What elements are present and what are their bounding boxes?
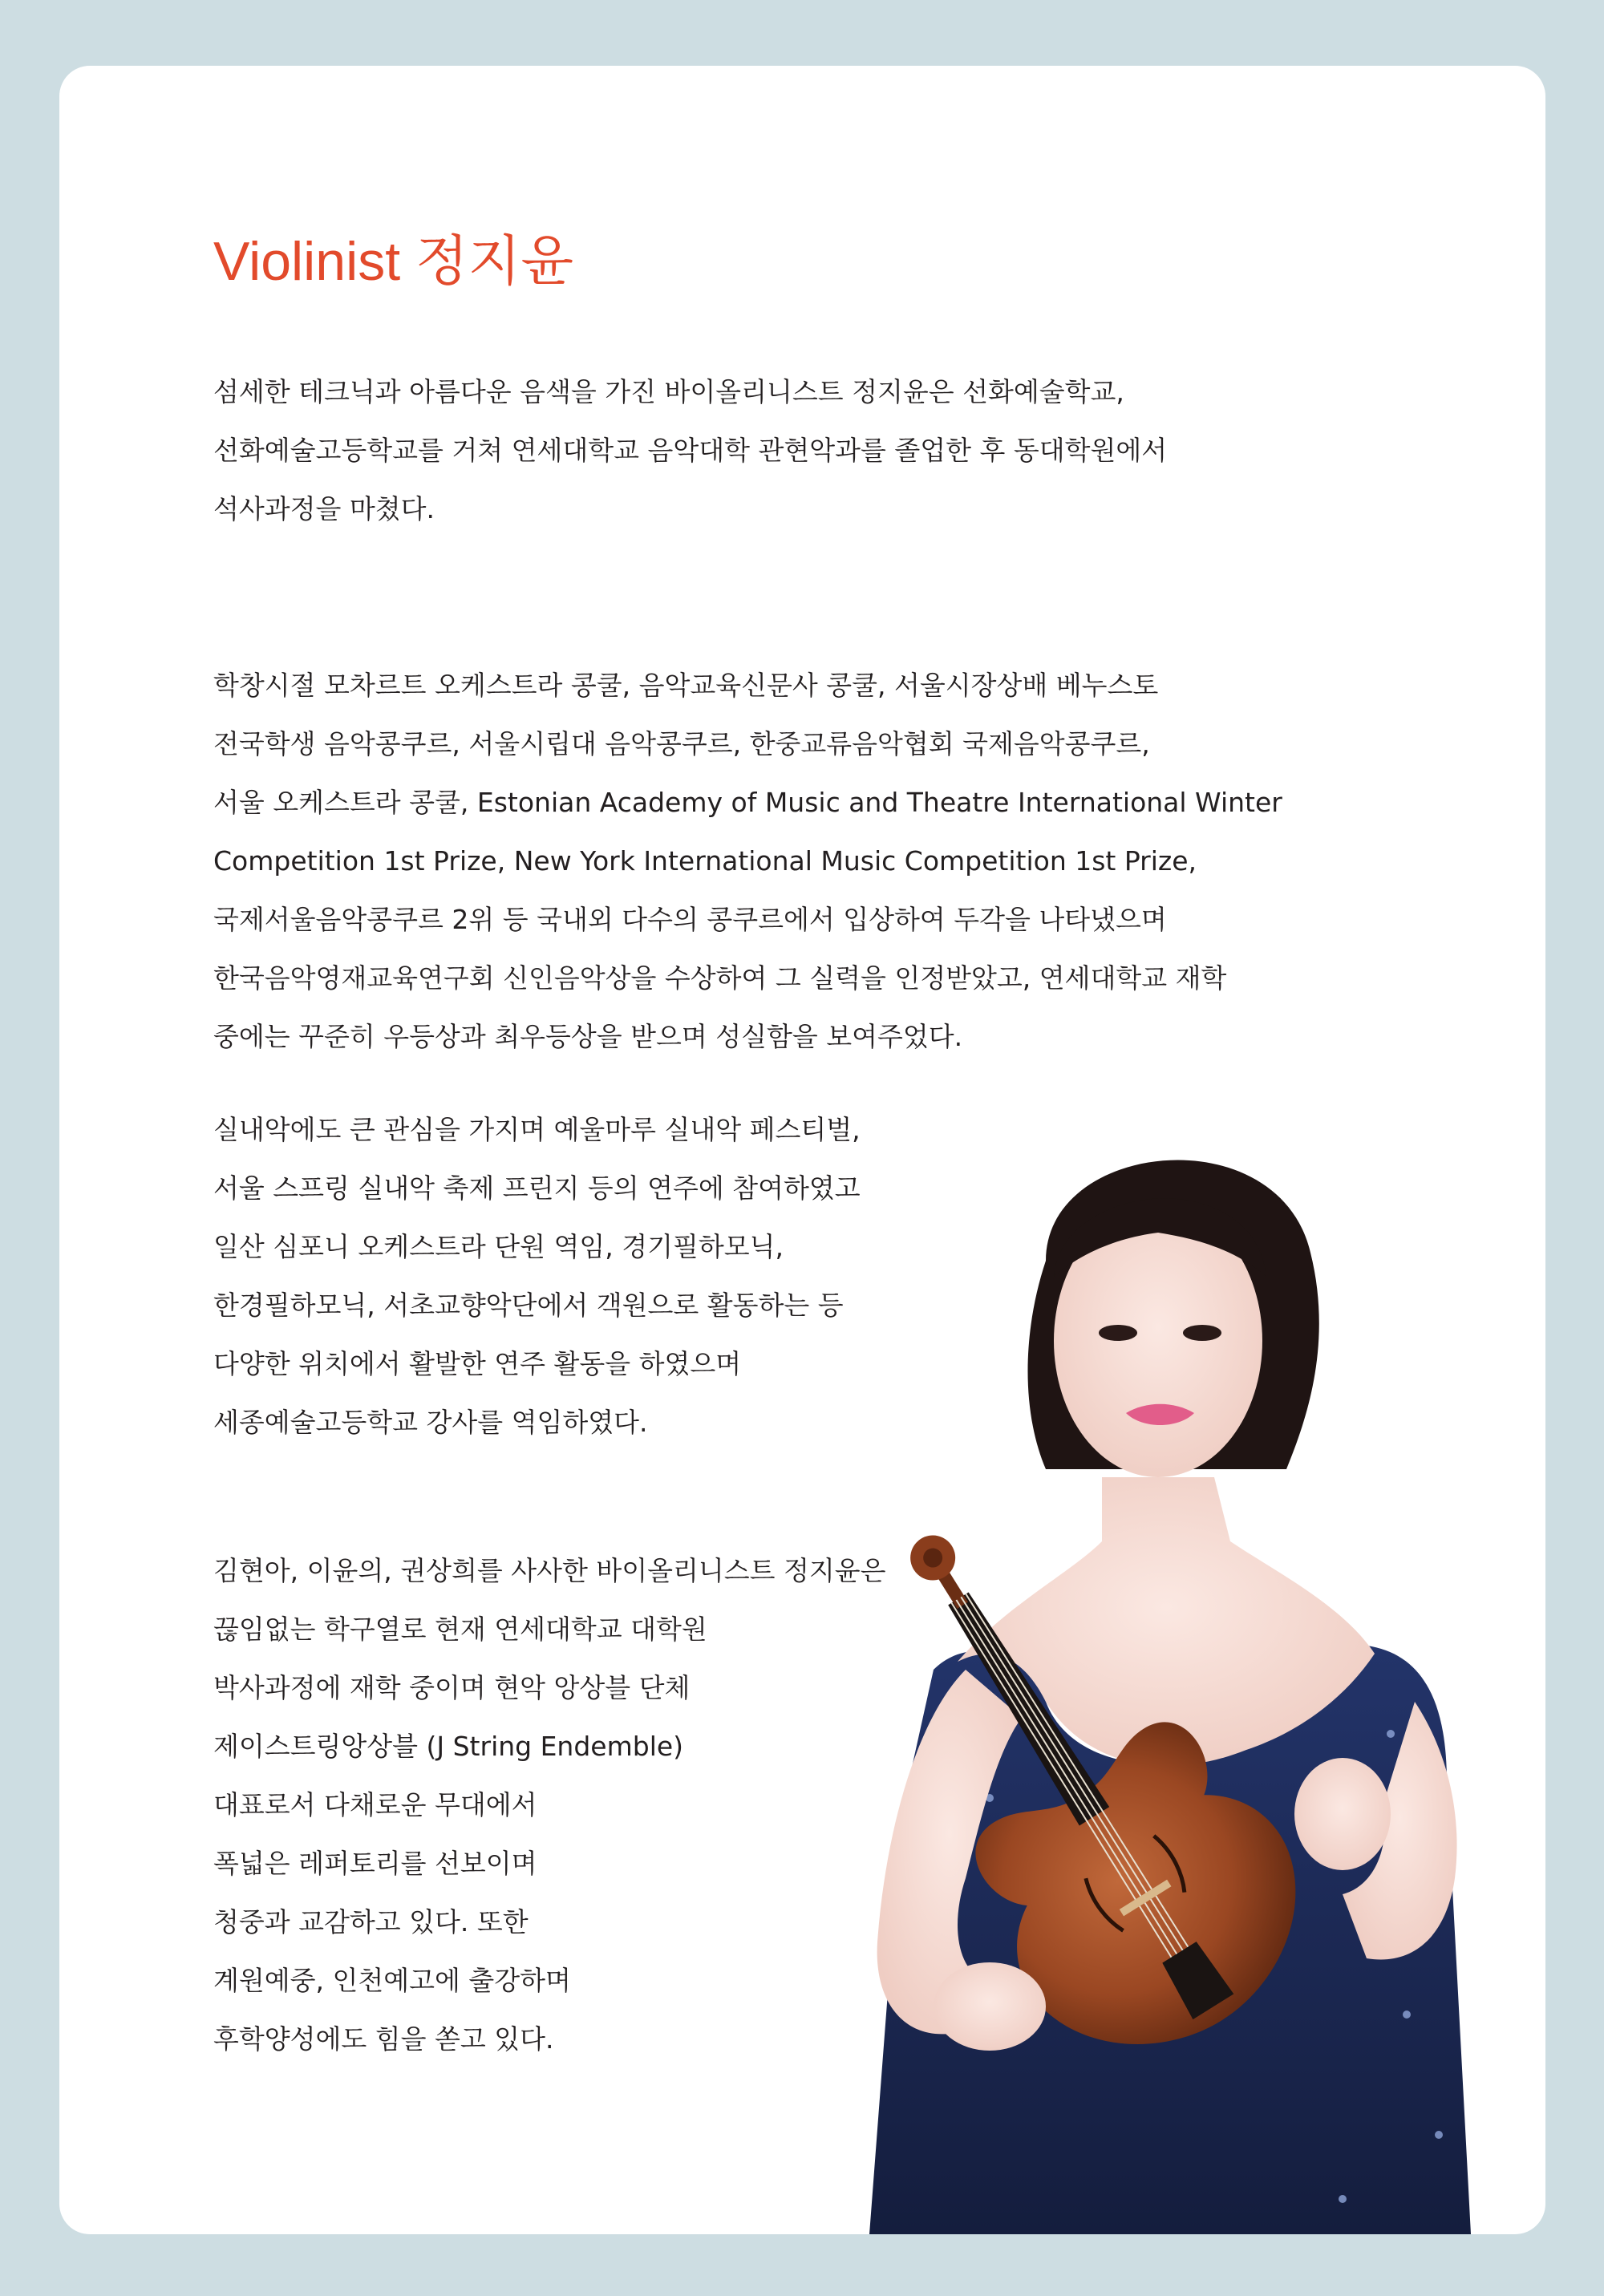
bio-line: 폭넓은 레퍼토리를 선보이며 bbox=[213, 1848, 537, 1879]
bio-line: 한경필하모닉, 서초교향악단에서 객원으로 활동하는 등 bbox=[213, 1290, 844, 1321]
bio-paragraph-awards bbox=[213, 656, 1282, 1066]
bio-line: 전국학생 음악콩쿠르, 서울시립대 음악콩쿠르, 한중교류음악협회 국제음악콩쿠르, bbox=[213, 728, 1150, 759]
bio-line: 일산 심포니 오케스트라 단원 역임, 경기필하모닉, bbox=[213, 1231, 784, 1262]
bio-line: 서울 스프링 실내악 축제 프린지 등의 연주에 참여하였고 bbox=[213, 1172, 861, 1204]
bio-line: 김현아, 이윤의, 권상희를 사사한 바이올리니스트 정지윤은 bbox=[213, 1555, 886, 1586]
bio-line: 제이스트링앙상블 (J String Endemble) bbox=[213, 1731, 684, 1762]
bio-line: 후학양성에도 힘을 쏟고 있다. bbox=[213, 2023, 554, 2055]
left-hand bbox=[934, 1962, 1046, 2051]
bio-line: 서울 오케스트라 콩쿨, Estonian Academy of Music and Theatre International Winter bbox=[213, 787, 1282, 818]
bio-line: 박사과정에 재학 중이며 현악 앙상블 단체 bbox=[213, 1672, 691, 1703]
bio-line: 끊임없는 학구열로 현재 연세대학교 대학원 bbox=[213, 1614, 707, 1645]
violinist-portrait bbox=[781, 1092, 1545, 2234]
bio-line: 대표로서 다채로운 무대에서 bbox=[213, 1789, 537, 1820]
bio-line: 다양한 위치에서 활발한 연주 활동을 하였으며 bbox=[213, 1348, 742, 1379]
bio-line: 계원예중, 인천예고에 출강하며 bbox=[213, 1965, 571, 1996]
bio-line: 세종예술고등학교 강사를 역임하였다. bbox=[213, 1407, 648, 1438]
bio-line: 국제서울음악콩쿠르 2위 등 국내외 다수의 콩쿠르에서 입상하여 두각을 나타냈으며 bbox=[213, 904, 1167, 935]
bio-line: 한국음악영재교육연구회 신인음악상을 수상하여 그 실력을 인정받았고, 연세대학교 재학 bbox=[213, 962, 1227, 994]
bio-line: 석사과정을 마쳤다. bbox=[213, 493, 435, 524]
profile-card bbox=[59, 66, 1545, 2234]
bio-paragraph-chamber bbox=[213, 1100, 861, 1452]
bio-line: 학창시절 모차르트 오케스트라 콩쿨, 음악교육신문사 콩쿨, 서울시장상배 베누스토 bbox=[213, 670, 1159, 701]
bio-line: 섬세한 테크닉과 아름다운 음색을 가진 바이올리니스트 정지윤은 선화예술학교, bbox=[213, 376, 1124, 407]
bio-line: 중에는 꾸준히 우등상과 최우등상을 받으며 성실함을 보여주었다. bbox=[213, 1021, 963, 1052]
page-title: Violinist 정지윤 bbox=[213, 231, 574, 292]
bio-line: 선화예술고등학교를 거쳐 연세대학교 음악대학 관현악과를 졸업한 후 동대학원에서 bbox=[213, 435, 1168, 466]
bio-line: 실내악에도 큰 관심을 가지며 예울마루 실내악 페스티벌, bbox=[213, 1114, 861, 1145]
bio-line: 청중과 교감하고 있다. 또한 bbox=[213, 1906, 529, 1938]
right-hand bbox=[1294, 1758, 1391, 1870]
bio-line: Competition 1st Prize, New York International Music Competition 1st Prize, bbox=[213, 845, 1197, 877]
bio-paragraph-education bbox=[213, 362, 1167, 538]
